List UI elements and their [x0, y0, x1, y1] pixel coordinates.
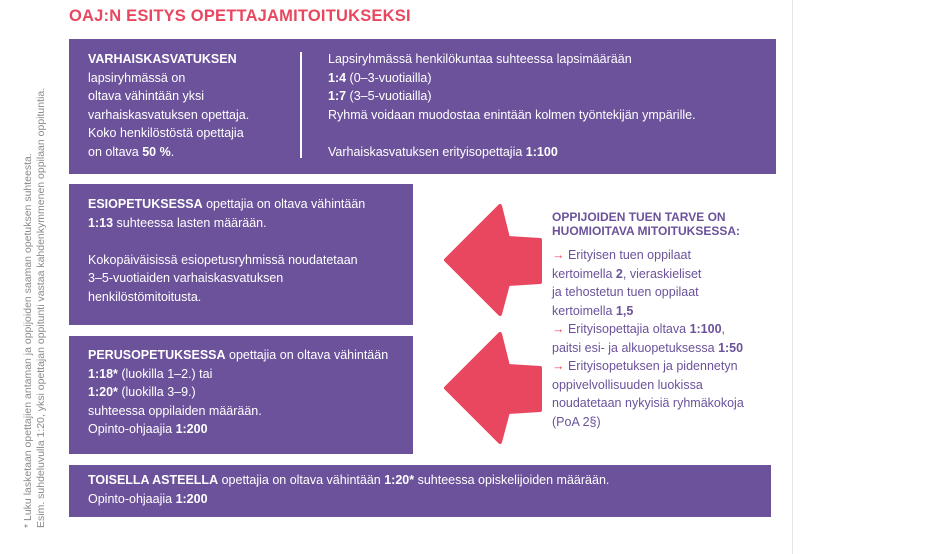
- text: suhteessa lasten määrään.: [113, 215, 267, 230]
- text: (3–5-vuotiailla): [346, 89, 432, 103]
- special-teacher-ratio: [328, 143, 768, 162]
- support-title: [552, 210, 782, 238]
- support-line: [552, 320, 782, 339]
- support-line: [552, 265, 782, 284]
- preschool-line: henkilöstömitoitusta.: [88, 289, 202, 304]
- text: opettajia on oltava vähintään: [225, 348, 389, 362]
- early-education-line: oltava vähintään yksi: [88, 89, 205, 103]
- text: on oltava: [88, 144, 143, 159]
- text: kertoimella: [552, 303, 616, 318]
- support-line: (PoA 2§): [552, 414, 601, 429]
- text: Varhaiskasvatuksen erityisopettajia: [328, 144, 526, 159]
- secondary-education-box: [69, 465, 771, 517]
- learner-support-panel: [552, 210, 782, 431]
- basic-education-line: [88, 365, 408, 384]
- early-education-line: Koko henkilöstöstä opettajia: [88, 126, 244, 140]
- teacher-share-value: 50 %: [142, 144, 171, 159]
- ratio-value: 1:50: [718, 340, 744, 355]
- basic-education-heading: PERUSOPETUKSESSA: [88, 348, 226, 362]
- text: (0–3-vuotiailla): [346, 70, 432, 85]
- coefficient-value: 2: [615, 266, 623, 281]
- arrow-left-icon: [444, 204, 542, 316]
- text: (luokilla 1–2.) tai: [117, 366, 213, 381]
- support-title-line: HUOMIOITAVA MITOITUKSESSA:: [552, 224, 740, 238]
- secondary-education-line: [88, 490, 768, 509]
- arrow-right-icon: →: [552, 248, 565, 262]
- preschool-box: [69, 184, 413, 325]
- ratio-value: 1:20*: [88, 385, 118, 399]
- footnote-line-1: * Luku lasketaan opettajien antaman ja oppijoiden saaman opetuksen suhteesta.: [22, 153, 34, 528]
- preschool-line: [88, 195, 408, 214]
- text: , vieraskieliset: [622, 266, 702, 281]
- basic-education-line: [88, 346, 408, 365]
- text: paitsi esi- ja alkuopetuksessa: [552, 340, 719, 355]
- text: kertoimella: [552, 266, 616, 281]
- ratio-value: 1:20*: [384, 473, 415, 487]
- preschool-line: 3–5-vuotiaiden varhaiskasvatuksen: [88, 271, 284, 285]
- vertical-divider: [300, 52, 302, 158]
- basic-education-line: suhteessa oppilaiden määrään.: [88, 403, 262, 418]
- preschool-heading: ESIOPETUKSESSA: [88, 197, 203, 211]
- ratio-value: 1:100: [525, 144, 558, 159]
- right-divider: [792, 0, 793, 554]
- footnote: [22, 28, 47, 528]
- text: suhteessa opiskelijoiden määrään.: [414, 473, 610, 487]
- support-line: noudatetaan nykyisiä ryhmäkokoja: [552, 396, 744, 410]
- secondary-education-heading: TOISELLA ASTEELLA: [88, 473, 219, 487]
- secondary-education-line: [88, 471, 768, 490]
- support-line: oppivelvollisuuden luokissa: [552, 377, 703, 392]
- ratio-value: 1:18*: [88, 366, 118, 381]
- early-education-line: lapsiryhmässä on: [88, 70, 186, 85]
- ratio-line: [328, 87, 768, 106]
- arrow-right-icon: →: [552, 359, 565, 373]
- support-line: ja tehostetun tuen oppilaat: [552, 285, 699, 299]
- arrow-right-icon: →: [552, 322, 565, 336]
- text: Erityisen tuen oppilaat: [564, 248, 691, 262]
- basic-education-line: [88, 420, 408, 439]
- text: Opinto-ohjaajia: [88, 422, 176, 436]
- footnote-line-2: Esim. suhdeluvulla 1:20, yksi opettajan oppitunti vastaa kahdenkymmenen oppilaan oppituntia.: [34, 87, 47, 528]
- ratio-value: 1:4: [328, 70, 347, 85]
- early-education-heading: VARHAISKASVATUKSEN: [88, 52, 237, 66]
- support-line: [552, 357, 782, 376]
- basic-education-box: [69, 336, 413, 454]
- ratio-value: 1:7: [328, 89, 347, 103]
- ratio-line: [328, 69, 768, 88]
- text: opettajia on oltava vähintään: [202, 197, 366, 211]
- ratio-value: 1:200: [175, 422, 208, 436]
- early-education-box: [69, 39, 776, 174]
- preschool-line: [88, 214, 408, 233]
- arrow-left-icon: [444, 332, 542, 444]
- preschool-line: Kokopäiväisissä esiopetusryhmissä noudatetaan: [88, 252, 358, 267]
- coefficient-value: 1,5: [615, 303, 634, 318]
- text: ,: [721, 322, 726, 336]
- early-education-line: [88, 143, 288, 162]
- text: Erityisopetuksen ja pidennetyn: [564, 359, 738, 373]
- text: Opinto-ohjaajia: [88, 491, 176, 506]
- text: (luokilla 3–9.): [117, 385, 196, 399]
- support-line: [552, 339, 782, 358]
- support-line: [552, 246, 782, 265]
- text: .: [170, 144, 175, 159]
- ratio-value: 1:13: [88, 215, 114, 230]
- basic-education-line: [88, 383, 408, 402]
- page-title: OAJ:N ESITYS OPETTAJAMITOITUKSEKSI: [69, 7, 411, 25]
- staff-ratio-intro: Lapsiryhmässä henkilökuntaa suhteessa lapsimäärään: [328, 52, 632, 66]
- ratio-value: 1:100: [689, 322, 722, 336]
- support-title-line: OPPIJOIDEN TUEN TARVE ON: [552, 210, 726, 224]
- group-size-note: Ryhmä voidaan muodostaa enintään kolmen työntekijän ympärille.: [328, 107, 696, 122]
- early-education-right: [328, 50, 768, 161]
- early-education-line: varhaiskasvatuksen opettaja.: [88, 107, 250, 122]
- ratio-value: 1:200: [175, 491, 208, 506]
- text: Erityisopettajia oltava: [564, 322, 690, 336]
- support-line: [552, 302, 782, 321]
- text: opettajia on oltava vähintään: [218, 473, 385, 487]
- early-education-left: [88, 50, 288, 161]
